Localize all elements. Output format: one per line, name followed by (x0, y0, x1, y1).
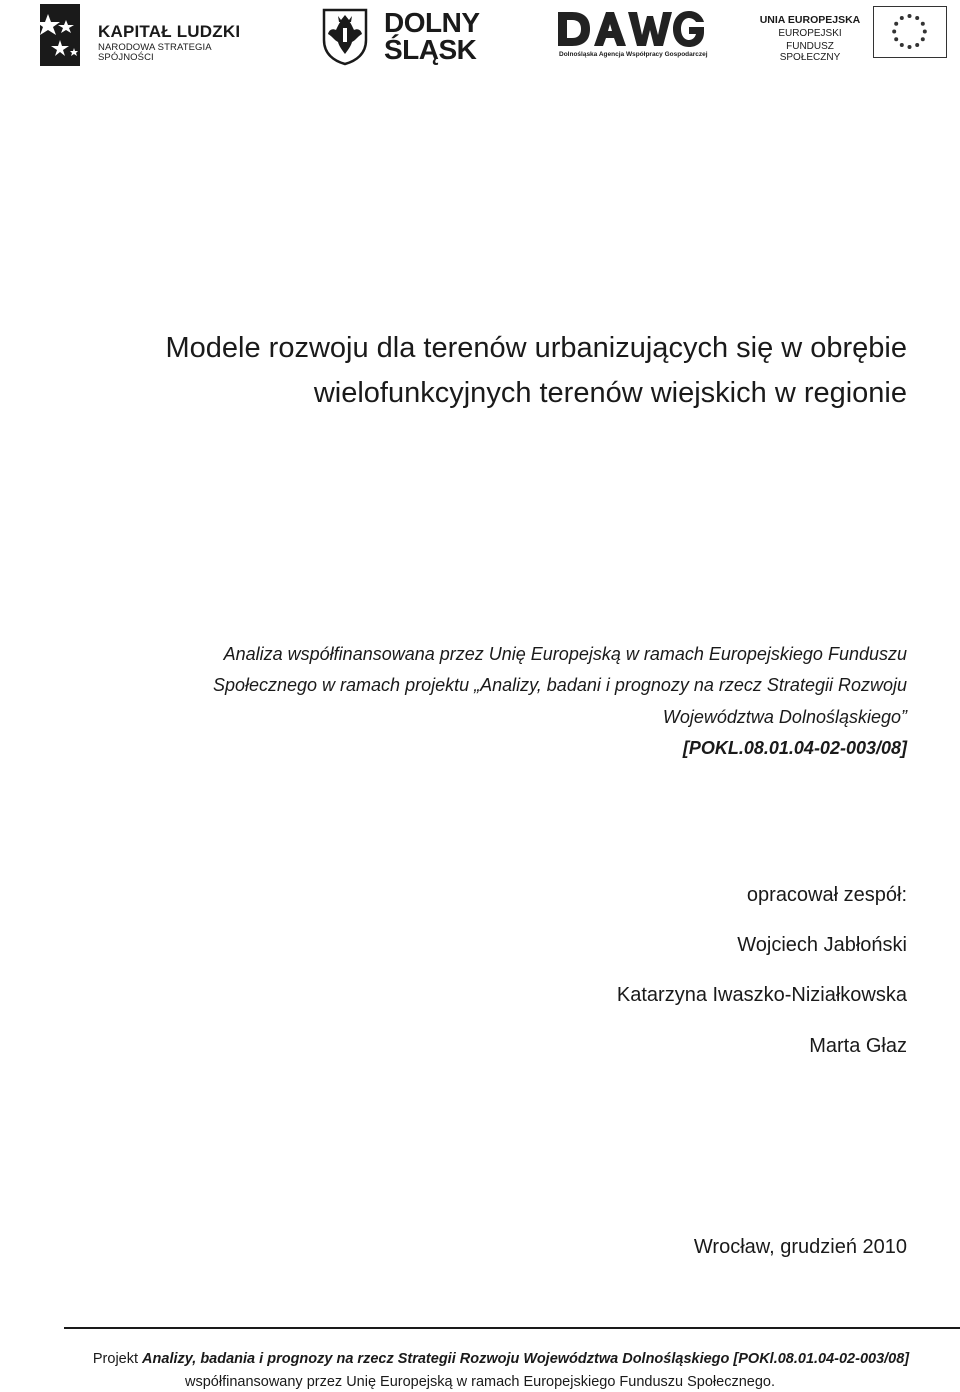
dawg-subtitle: Dolnośląska Agencja Współpracy Gospodarczej (559, 51, 708, 58)
dolny-slask-line1: DOLNY (384, 7, 480, 38)
team-label: opracował zespół: (746, 884, 907, 906)
dolny-slask-logo (320, 6, 500, 66)
eu-logo-line2: EUROPEJSKI (778, 28, 842, 39)
footer-divider (64, 1327, 960, 1329)
funding-note-line2: Społecznego w ramach projektu „Analizy, badani i prognozy na rzecz Strategii Rozwoju (212, 675, 907, 695)
footer-line2: współfinansowany przez Unię Europejską w ramach Europejskiego Funduszu Społecznego. (185, 1374, 775, 1390)
kapital-ludzki-subtitle: NARODOWA STRATEGIA SPÓJNOŚCI (98, 42, 212, 63)
team-member: Marta Głaz (809, 1035, 907, 1057)
eu-logo (756, 6, 956, 64)
place-and-date: Wrocław, grudzień 2010 (693, 1236, 907, 1258)
footer-prefix: Projekt (92, 1351, 143, 1367)
kapital-ludzki-logo (34, 2, 254, 68)
team-member: Katarzyna Iwaszko-Niziałkowska (616, 984, 907, 1006)
footer-line1 (76, 1349, 926, 1369)
dolny-slask-line2: ŚLĄSK (384, 34, 477, 65)
eu-logo-line3: FUNDUSZ SPOŁECZNY (779, 41, 841, 63)
funding-note-line3: Województwa Dolnośląskiego” (662, 707, 907, 727)
funding-note-line1: Analiza współfinansowana przez Unię Europejską w ramach Europejskiego Funduszu (223, 644, 907, 664)
footer-project-name: Analizy, badania i prognozy na rzecz Strategii Rozwoju Województwa Dolnośląskiego [POKl.08.01.04-02-003/08] (142, 1351, 910, 1367)
project-code: [POKL.08.01.04-02-003/08] (682, 738, 907, 758)
dawg-logo (556, 8, 716, 66)
team-member: Wojciech Jabłoński (737, 934, 907, 956)
eu-stars-icon (874, 7, 945, 56)
dawg-wordmark-icon (556, 8, 706, 50)
eu-flag-icon (873, 6, 947, 58)
logo-header (0, 0, 960, 75)
kapital-ludzki-emblem-icon (34, 2, 84, 68)
document-title-line2: wielofunkcyjnych terenów wiejskich w regionie (313, 377, 907, 409)
eagle-coat-of-arms-icon (320, 6, 370, 66)
eu-logo-line1: UNIA EUROPEJSKA (759, 14, 861, 26)
document-title-line1: Modele rozwoju dla terenów urbanizujących się w obrębie (165, 332, 907, 364)
kapital-ludzki-title: KAPITAŁ LUDZKI (98, 22, 241, 41)
